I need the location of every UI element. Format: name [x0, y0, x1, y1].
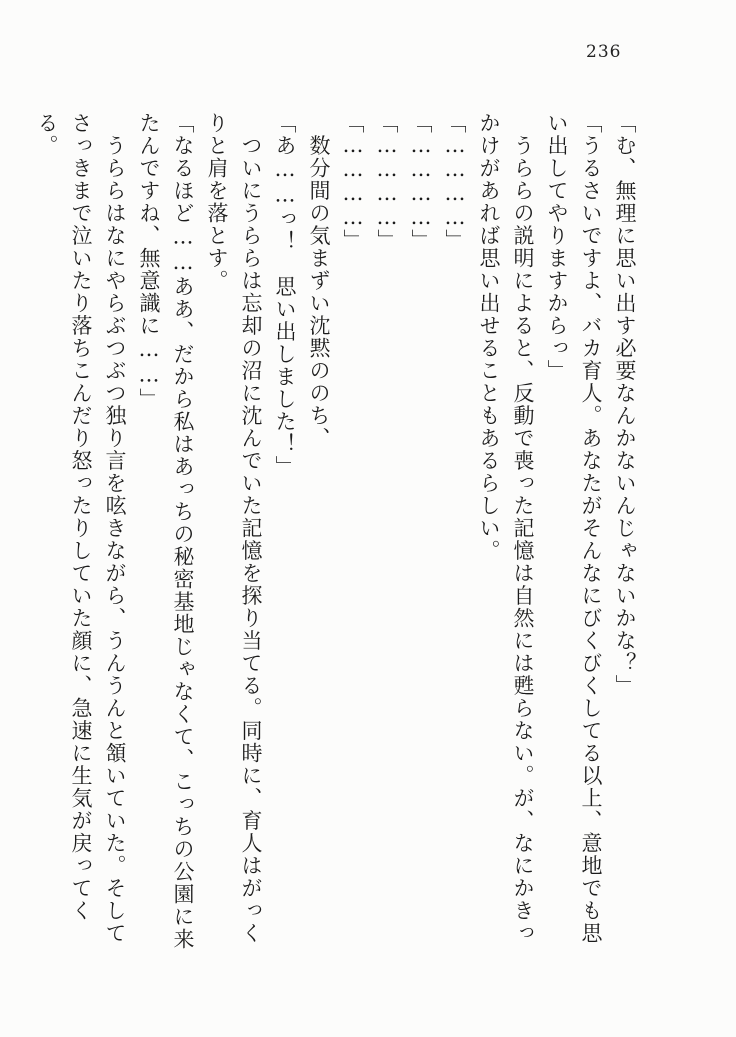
vertical-text-block: [30, 112, 642, 954]
silence-dots-line: 「…………」: [409, 112, 433, 250]
dialogue-line: 「あ……っ！ 思い出しました！」: [273, 112, 297, 478]
dialogue-line: 「うるさいですよ、バカ育人。あなたがそんなにびくびくしてる以上、意地でも思い出してやりますからっ」: [545, 112, 603, 945]
narration-paragraph: 数分間の気まずい沈黙ののち、: [307, 112, 331, 450]
narration-paragraph: うららの説明によると、反動で喪った記憶は自然には甦らない。が、なにかきっかけがあれば思い出せることもあるらしい。: [477, 112, 535, 945]
silence-dots-line: 「…………」: [443, 112, 467, 250]
page-number: 236: [586, 42, 622, 62]
dialogue-line: 「なるほど……ああ、だから私はあっちの秘密基地じゃなくて、こっちの公園に来たんですね、無意識に……」: [137, 112, 195, 951]
narration-paragraph: うららはなにやらぶつぶつ独り言を呟きながら、うんうんと頷いていた。そしてさっきまで泣いたり落ちこんだり怒ったりしていた顔に、急速に生気が戻ってくる。: [35, 112, 127, 945]
narration-paragraph: ついにうららは忘却の沼に沈んでいた記憶を探り当てる。同時に、育人はがっくりと肩を落とす。: [205, 112, 263, 945]
dialogue-line: 「む、無理に思い出す必要なんかないんじゃないかな？」: [613, 112, 637, 697]
silence-dots-line: 「…………」: [375, 112, 399, 250]
silence-dots-line: 「…………」: [341, 112, 365, 250]
